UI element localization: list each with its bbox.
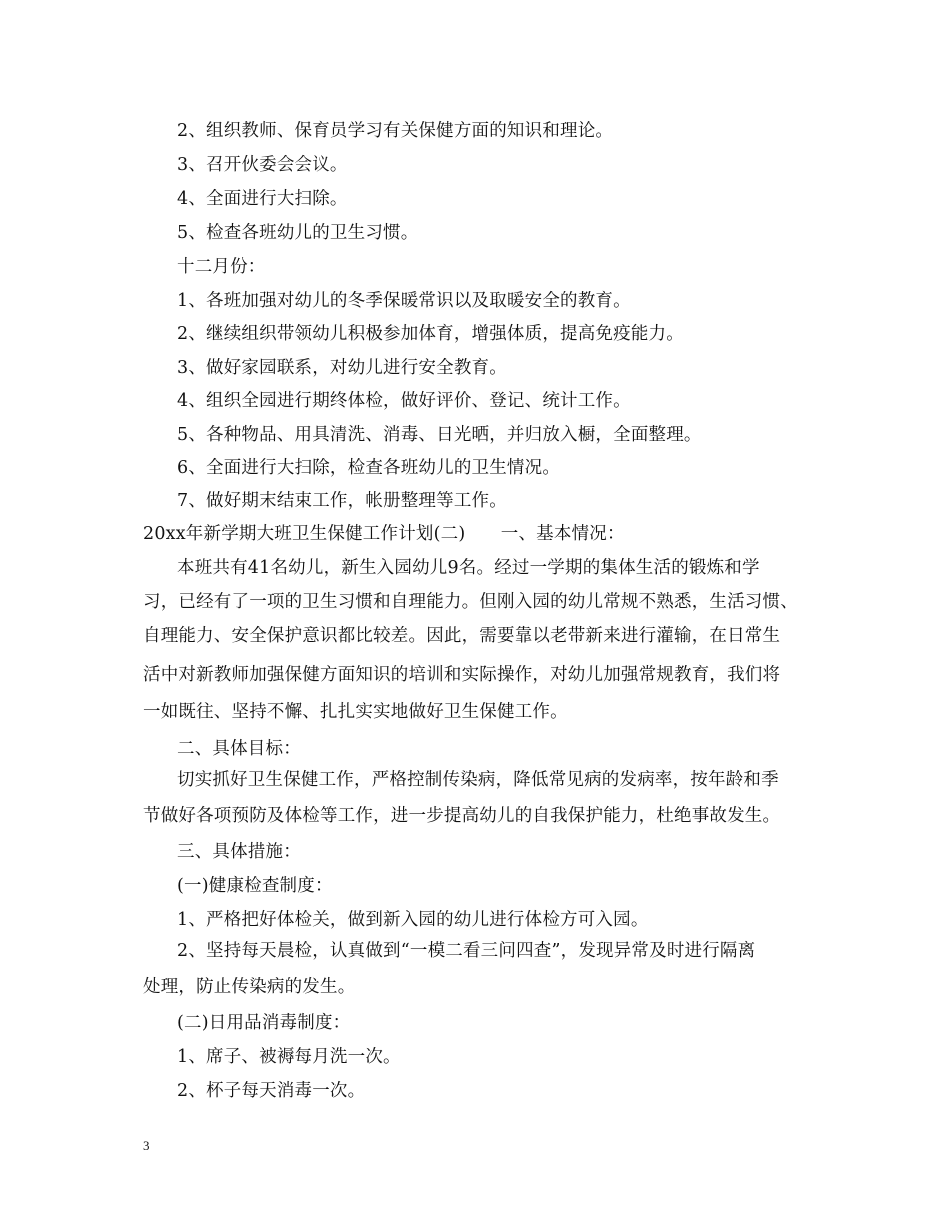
section-heading: 三、具体措施： xyxy=(177,842,301,862)
document-title: 20xx年新学期大班卫生保健工作计划(二) 一、基本情况： xyxy=(143,524,625,544)
list-item: 1、严格把好体检关，做到新入园的幼儿进行体检方可入园。 xyxy=(177,910,649,930)
list-item: 6、全面进行大扫除，检查各班幼儿的卫生情况。 xyxy=(177,458,561,478)
paragraph-line: 处理，防止传染病的发生。 xyxy=(143,977,356,997)
subsection-heading: (一)健康检查制度： xyxy=(177,876,333,896)
list-item: 4、组织全园进行期终体检，做好评价、登记、统计工作。 xyxy=(177,391,631,411)
paragraph-line: 切实抓好卫生保健工作，严格控制传染病，降低常见病的发病率，按年龄和季 xyxy=(177,770,779,790)
subsection-heading: (二)日用品消毒制度： xyxy=(177,1013,351,1033)
list-item: 5、各种物品、用具清洗、消毒、日光晒，并归放入橱，全面整理。 xyxy=(177,425,702,445)
paragraph-line: 自理能力、安全保护意识都比较差。因此，需要靠以老带新来进行灌输，在日常生 xyxy=(143,626,781,646)
list-item: 4、全面进行大扫除。 xyxy=(177,189,348,209)
section-heading: 二、具体目标： xyxy=(177,739,301,759)
list-item: 1、席子、被褥每月洗一次。 xyxy=(177,1047,401,1067)
paragraph-line: 活中对新教师加强保健方面知识的培训和实际操作，对幼儿加强常规教育，我们将 xyxy=(143,665,781,685)
list-item: 2、组织教师、保育员学习有关保健方面的知识和理论。 xyxy=(177,121,614,141)
paragraph-line: 一如既往、坚持不懈、扎扎实实地做好卫生保健工作。 xyxy=(143,702,568,722)
list-item: 7、做好期末结束工作，帐册整理等工作。 xyxy=(177,491,507,511)
list-item: 2、杯子每天消毒一次。 xyxy=(177,1081,366,1101)
paragraph-line: 本班共有41名幼儿，新生入园幼儿9名。经过一学期的集体生活的锻炼和学 xyxy=(177,558,760,578)
page-number: 3 xyxy=(143,1138,150,1153)
list-item: 2、坚持每天晨检，认真做到“一模二看三问四查”，发现异常及时进行隔离 xyxy=(177,941,756,961)
list-item: 3、召开伙委会会议。 xyxy=(177,155,348,175)
paragraph-line: 习，已经有了一项的卫生习惯和自理能力。但刚入园的幼儿常规不熟悉，生活习惯、 xyxy=(143,592,798,612)
list-item: 5、检查各班幼儿的卫生习惯。 xyxy=(177,223,419,243)
section-heading: 十二月份： xyxy=(177,257,266,277)
list-item: 3、做好家园联系，对幼儿进行安全教育。 xyxy=(177,358,507,378)
paragraph-line: 节做好各项预防及体检等工作，进一步提高幼儿的自我保护能力，杜绝事故发生。 xyxy=(143,806,781,826)
list-item: 1、各班加强对幼儿的冬季保暖常识以及取暖安全的教育。 xyxy=(177,291,631,311)
list-item: 2、继续组织带领幼儿积极参加体育，增强体质，提高免疫能力。 xyxy=(177,324,684,344)
